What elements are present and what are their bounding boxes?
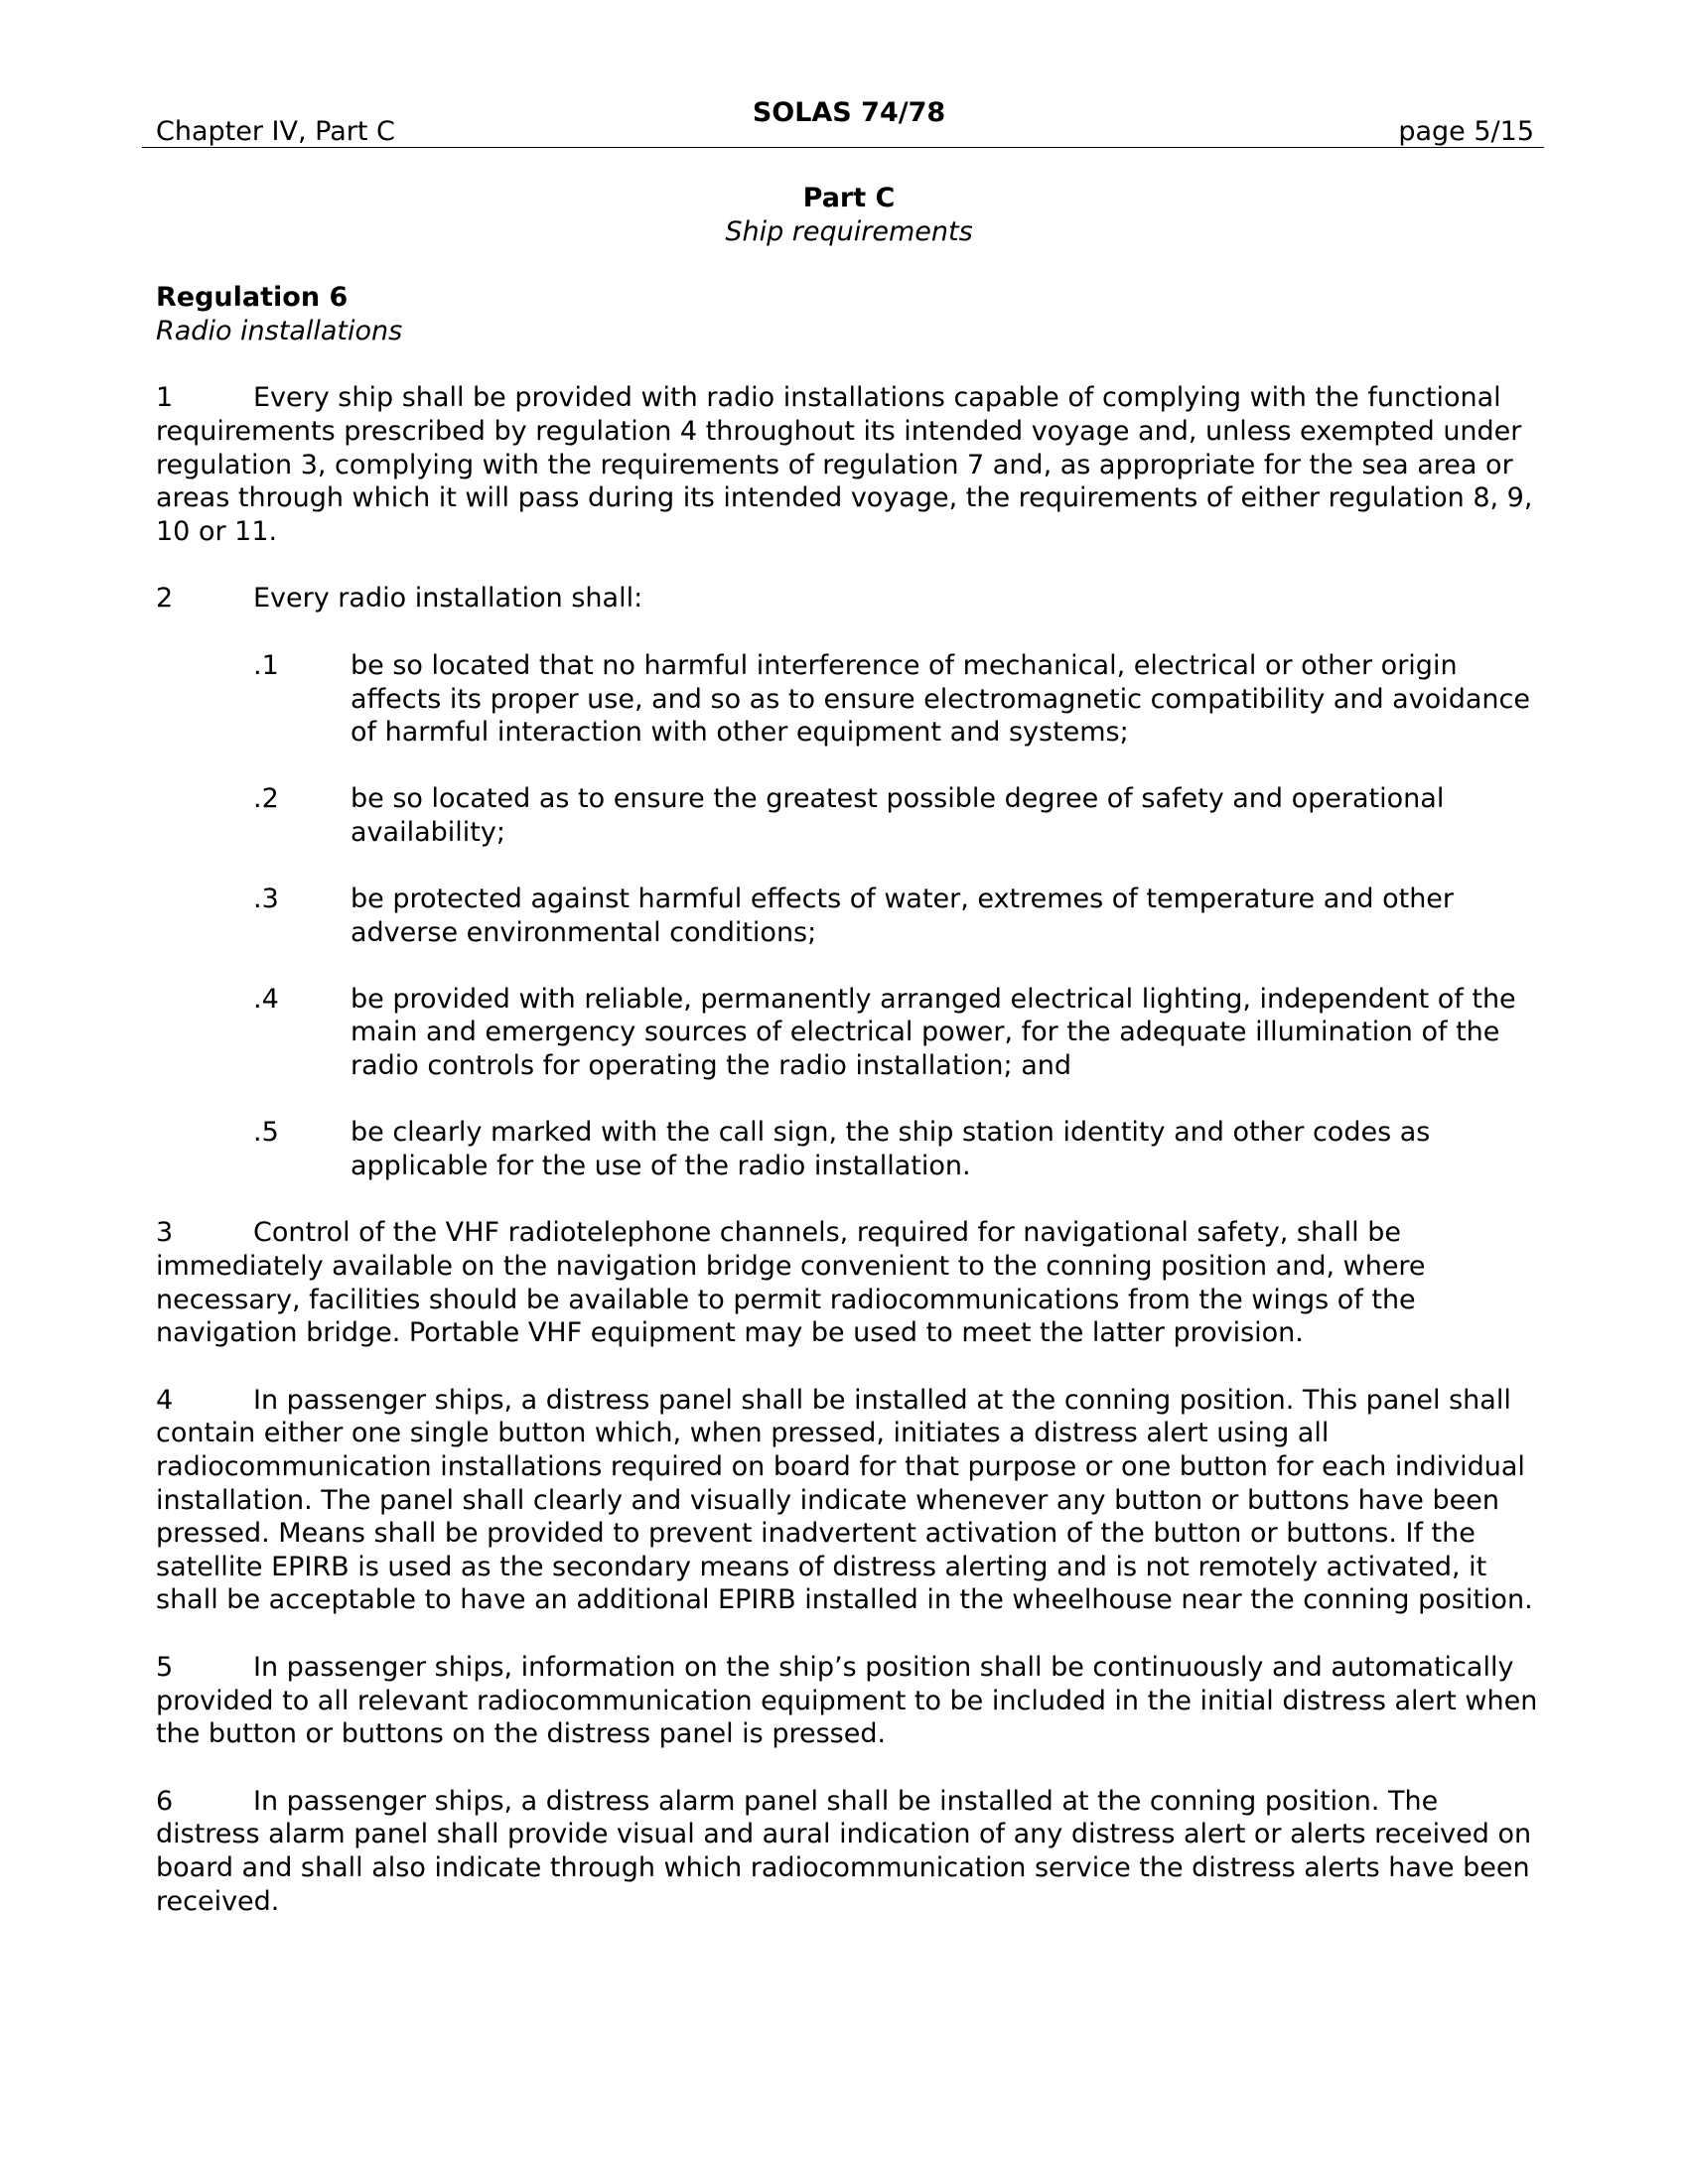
paragraph-number: 1 bbox=[156, 382, 174, 414]
document-page bbox=[156, 0, 1542, 1918]
paragraph-2 bbox=[156, 582, 1542, 615]
paragraph-number: 5 bbox=[156, 1651, 174, 1683]
page-header bbox=[156, 0, 1542, 149]
item-number: .5 bbox=[253, 1117, 279, 1149]
paragraph-3 bbox=[156, 1216, 1542, 1349]
part-heading bbox=[156, 182, 1542, 248]
header-chapter: Chapter IV, Part C bbox=[156, 116, 395, 147]
paragraph-1 bbox=[156, 381, 1542, 548]
paragraph-number: 4 bbox=[156, 1384, 174, 1416]
header-page-number: page 5/15 bbox=[1398, 116, 1534, 147]
paragraph-text: In passenger ships, information on the ship’s position shall be continuously and automatically provided to all relevant radiocommunication equipment to be included in the initial distress alert when the button or buttons on the distress panel is pressed. bbox=[156, 1651, 1538, 1750]
paragraph-text: In passenger ships, a distress panel shall be installed at the conning position. This panel shall contain either one single button which, when pressed, initiates a distress alert using all radiocommunication installations required on board for that purpose or one button for each individual installation. The panel shall clearly and visually indicate whenever any button or buttons have been pressed. Means shall be provided to prevent inadvertent activation of the button or buttons. If the satellite EPIRB is used as the secondary means of distress alerting and is not remotely activated, it shall be acceptable to have an additional EPIRB installed in the wheelhouse near the conning position. bbox=[156, 1384, 1533, 1616]
paragraph-5 bbox=[156, 1651, 1542, 1751]
list-item bbox=[156, 649, 1542, 750]
item-text: be protected against harmful effects of water, extremes of temperature and other adverse environmental conditions; bbox=[351, 884, 1455, 948]
paragraph-number: 3 bbox=[156, 1217, 174, 1249]
regulation-heading bbox=[156, 281, 1542, 347]
item-number: .1 bbox=[253, 649, 279, 681]
paragraph-4 bbox=[156, 1384, 1542, 1617]
regulation-title: Radio installations bbox=[156, 315, 403, 346]
list-item bbox=[156, 1116, 1542, 1182]
paragraph-text: Every ship shall be provided with radio installations capable of complying with the functional requirements prescribed by regulation 4 throughout its intended voyage and, unless exempted under regulation 3, complying with the requirements of regulation 7 and, as appropriate for the sea area or areas through which it will pass during its intended voyage, the requirements of either regulation 8, 9, 10 or 11. bbox=[156, 382, 1533, 547]
paragraph-text: In passenger ships, a distress alarm panel shall be installed at the conning position. The distress alarm panel shall provide visual and aural indication of any distress alert or alerts received on board and shall also indicate through which radiocommunication service the distress alerts have been received. bbox=[156, 1785, 1532, 1917]
item-text: be clearly marked with the call sign, the ship station identity and other codes as applicable for the use of the radio installation. bbox=[351, 1117, 1431, 1181]
item-text: be so located as to ensure the greatest possible degree of safety and operational availability; bbox=[351, 783, 1445, 848]
paragraph-number: 2 bbox=[156, 583, 174, 614]
item-number: .4 bbox=[253, 983, 279, 1015]
list-item bbox=[156, 883, 1542, 949]
part-title: Ship requirements bbox=[725, 215, 973, 247]
regulation-number: Regulation 6 bbox=[156, 282, 349, 314]
header-convention-title: SOLAS 74/78 bbox=[752, 97, 946, 128]
paragraph-6 bbox=[156, 1785, 1542, 1918]
list-item bbox=[156, 983, 1542, 1083]
item-number: .2 bbox=[253, 783, 279, 815]
paragraph-2-items bbox=[156, 649, 1542, 1183]
paragraph-number: 6 bbox=[156, 1785, 174, 1817]
part-number: Part C bbox=[802, 183, 896, 213]
item-text: be so located that no harmful interference of mechanical, electrical or other origin affects its proper use, and so as to ensure electromagnetic compatibility and avoidance of harmful interaction with other equipment and systems; bbox=[351, 649, 1530, 749]
item-text: be provided with reliable, permanently arranged electrical lighting, independent of the main and emergency sources of electrical power, for the adequate illumination of the radio controls for operating the radio installation; and bbox=[351, 983, 1516, 1082]
paragraph-text: Control of the VHF radiotelephone channels, required for navigational safety, shall be immediately available on the navigation bridge convenient to the conning position and, where necessary, facilities should be available to permit radiocommunications from the wings of the navigation bridge. Portable VHF equipment may be used to meet the latter provision. bbox=[156, 1217, 1426, 1349]
header-rule bbox=[142, 147, 1544, 148]
item-number: .3 bbox=[253, 884, 279, 915]
paragraph-text: Every radio installation shall: bbox=[253, 583, 643, 614]
list-item bbox=[156, 782, 1542, 849]
